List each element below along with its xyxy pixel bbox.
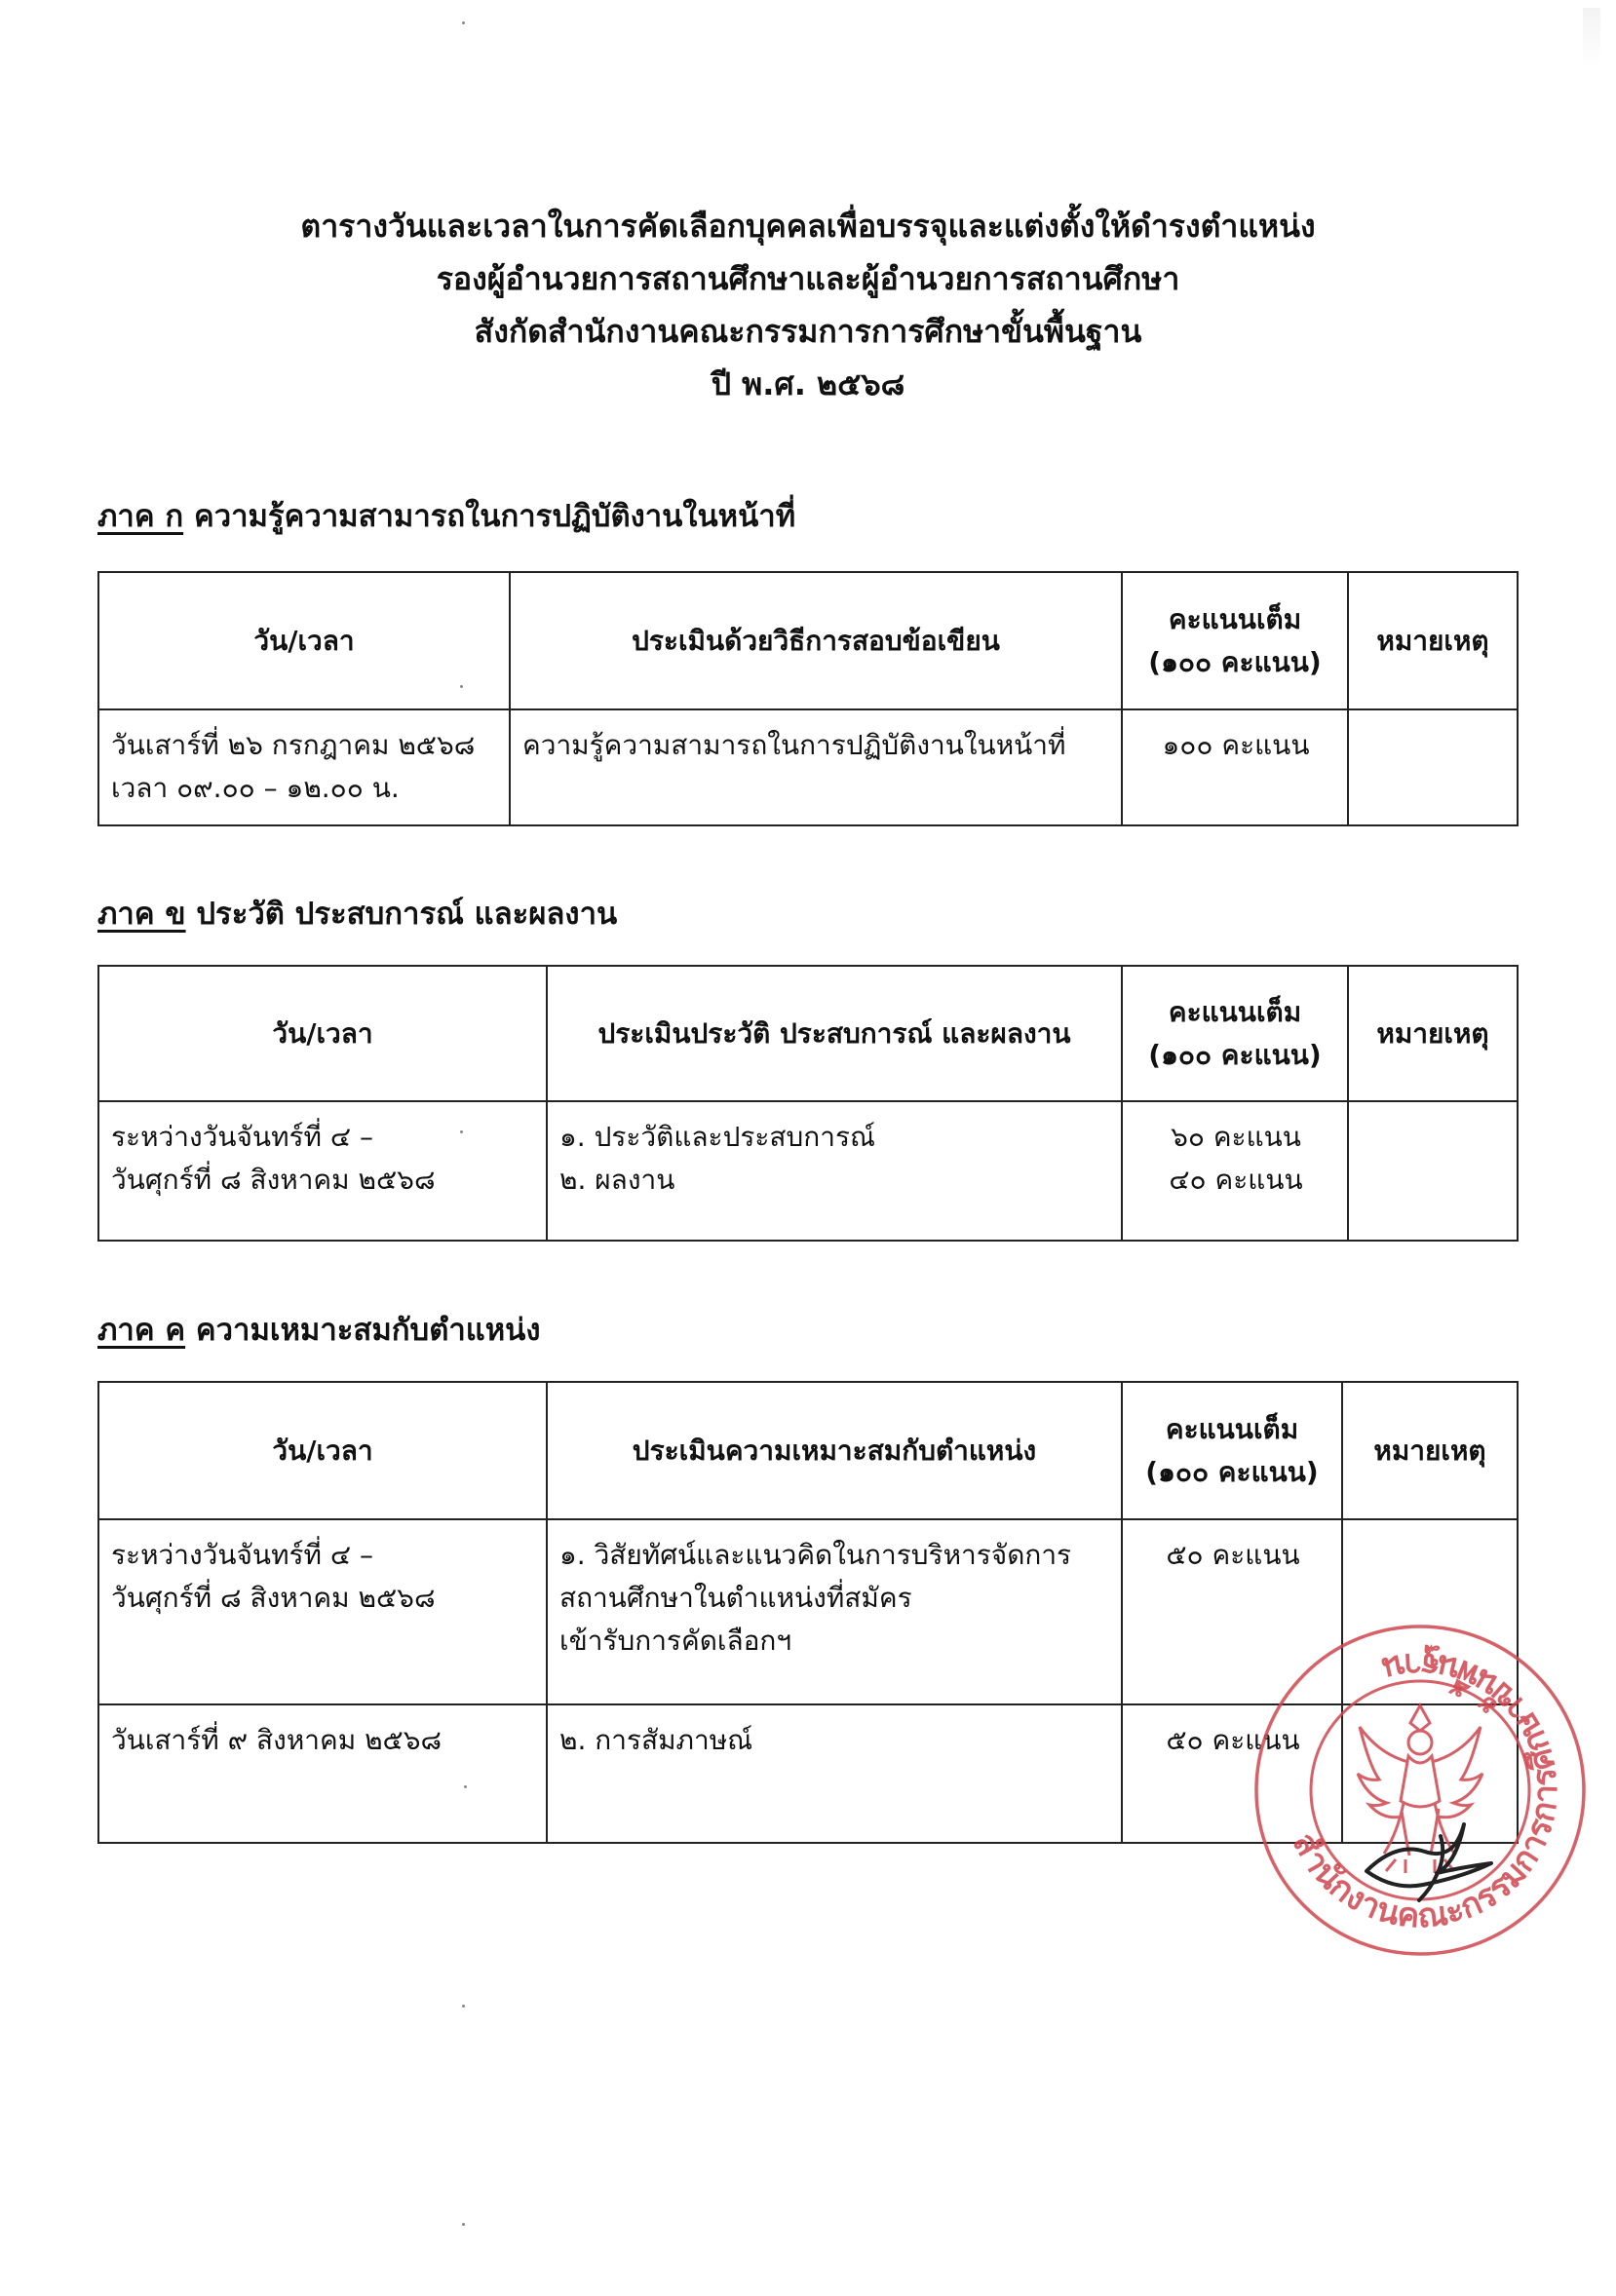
scan-speck	[462, 2005, 465, 2008]
header-method: ประเมินด้วยวิธีการสอบข้อเขียน	[510, 572, 1122, 709]
table-header-row	[98, 966, 1518, 1101]
header-score-line2: (๑๐๐ คะแนน)	[1148, 645, 1322, 678]
section-b-table	[97, 965, 1519, 1242]
section-a-table	[97, 571, 1519, 826]
datetime-line: วันศุกร์ที่ ๘ สิงหาคม ๒๕๖๘	[111, 1582, 436, 1614]
cell-method	[510, 709, 1122, 825]
title-line-4: ปี พ.ศ. ๒๕๖๘	[711, 365, 905, 402]
method-line: ๑. ประวัติและประสบการณ์	[559, 1121, 875, 1153]
datetime-line: ระหว่างวันจันทร์ที่ ๔ –	[111, 1121, 374, 1153]
header-datetime: วัน/เวลา	[98, 1382, 547, 1519]
title-line-2: รองผู้อำนวยการสถานศึกษาและผู้อำนวยการสถานศึกษา	[436, 260, 1180, 297]
header-method: ประเมินประวัติ ประสบการณ์ และผลงาน	[547, 966, 1122, 1101]
method-line: ๒. ผลงาน	[559, 1164, 675, 1196]
section-c-part: ภาค ค	[97, 1313, 186, 1348]
method-line: ๑. วิสัยทัศน์และแนวคิดในการบริหารจัดการ	[559, 1539, 1072, 1571]
score-line: ๑๐๐ คะแนน	[1162, 729, 1310, 761]
score-line: ๔๐ คะแนน	[1169, 1164, 1303, 1196]
header-score	[1122, 966, 1348, 1101]
cell-score	[1122, 709, 1348, 825]
cell-datetime	[98, 1101, 547, 1241]
header-remark: หมายเหตุ	[1348, 572, 1518, 709]
score-line: ๖๐ คะแนน	[1171, 1121, 1301, 1153]
document-title	[0, 200, 1616, 410]
header-remark: หมายเหตุ	[1348, 966, 1518, 1101]
score-line: ๕๐ คะแนน	[1166, 1724, 1300, 1756]
section-b-part: ภาค ข	[97, 897, 186, 932]
header-score-line1: คะแนนเต็ม	[1168, 602, 1302, 635]
scan-edge-smudge	[1583, 8, 1600, 66]
datetime-line: ระหว่างวันจันทร์ที่ ๔ –	[111, 1539, 374, 1571]
cell-method	[547, 1519, 1122, 1704]
section-c-heading	[97, 1311, 541, 1350]
table-row	[98, 709, 1518, 825]
title-line-1: ตารางวันและเวลาในการคัดเลือกบุคคลเพื่อบรรจุและแต่งตั้งให้ดำรงตำแหน่ง	[300, 208, 1316, 245]
table-header-row	[98, 572, 1518, 709]
header-remark: หมายเหตุ	[1342, 1382, 1518, 1519]
scan-speck	[462, 21, 465, 24]
header-score-line1: คะแนนเต็ม	[1168, 995, 1302, 1028]
header-datetime: วัน/เวลา	[98, 966, 547, 1101]
method-line: สถานศึกษาในตำแหน่งที่สมัคร	[559, 1582, 912, 1614]
seal-text: สำนักงานคณะกรรมการการศึกษาขั้นพื้นฐาน	[1284, 1644, 1566, 1936]
header-score-line1: คะแนนเต็ม	[1165, 1412, 1299, 1445]
score-line: ๕๐ คะแนน	[1166, 1539, 1300, 1571]
header-score	[1122, 1382, 1342, 1519]
cell-datetime	[98, 1519, 547, 1704]
header-score	[1122, 572, 1348, 709]
datetime-line: วันเสาร์ที่ ๒๖ กรกฎาคม ๒๕๖๘	[111, 729, 476, 761]
cell-datetime	[98, 1704, 547, 1843]
section-c-title: ความเหมาะสมกับตำแหน่ง	[195, 1313, 541, 1348]
table-row	[98, 1101, 1518, 1241]
cell-remark	[1348, 1101, 1518, 1241]
scan-speck	[462, 2223, 465, 2226]
header-score-line2: (๑๐๐ คะแนน)	[1145, 1455, 1319, 1488]
datetime-line: วันศุกร์ที่ ๘ สิงหาคม ๒๕๖๘	[111, 1164, 436, 1196]
header-method: ประเมินความเหมาะสมกับตำแหน่ง	[547, 1382, 1122, 1519]
section-a-heading	[97, 497, 795, 536]
cell-method	[547, 1704, 1122, 1843]
title-line-3: สังกัดสำนักงานคณะกรรมการการศึกษาขั้นพื้นฐาน	[474, 313, 1142, 350]
cell-score	[1122, 1101, 1348, 1241]
method-line: เข้ารับการคัดเลือกฯ	[559, 1625, 792, 1657]
method-line: ความรู้ความสามารถในการปฏิบัติงานในหน้าที่	[522, 729, 1066, 761]
cell-datetime	[98, 709, 510, 825]
cell-remark	[1348, 709, 1518, 825]
header-score-line2: (๑๐๐ คะแนน)	[1148, 1038, 1322, 1071]
section-b-heading	[97, 895, 617, 934]
section-a-title: ความรู้ความสามารถในการปฏิบัติงานในหน้าที่	[193, 499, 796, 534]
official-seal	[1250, 1620, 1591, 1961]
datetime-line: เวลา ๐๙.๐๐ – ๑๒.๐๐ น.	[111, 772, 400, 804]
signature-mark	[1366, 1824, 1491, 1886]
garuda-emblem-icon	[1358, 1705, 1482, 1873]
table-header-row	[98, 1382, 1518, 1519]
cell-method	[547, 1101, 1122, 1241]
section-b-title: ประวัติ ประสบการณ์ และผลงาน	[196, 897, 618, 932]
section-a-part: ภาค ก	[97, 499, 184, 534]
datetime-line: วันเสาร์ที่ ๙ สิงหาคม ๒๕๖๘	[111, 1724, 442, 1756]
header-datetime: วัน/เวลา	[98, 572, 510, 709]
method-line: ๒. การสัมภาษณ์	[559, 1724, 753, 1756]
